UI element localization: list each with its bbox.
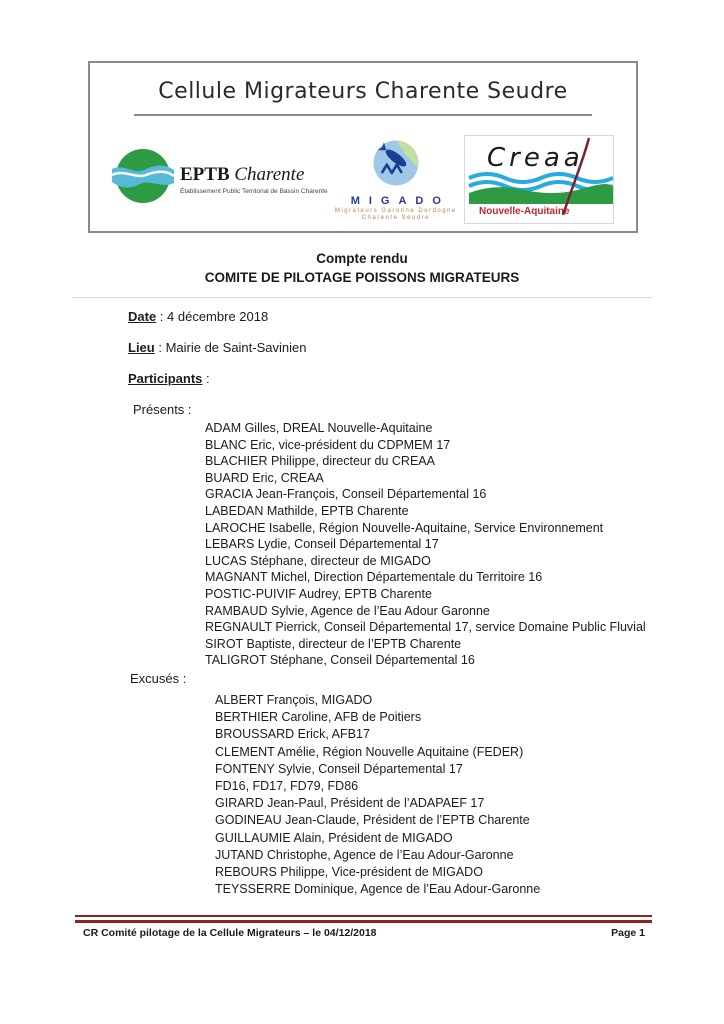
doc-title-line1: Compte rendu <box>316 251 408 266</box>
eptb-globe-icon <box>112 145 174 214</box>
date-value: : 4 décembre 2018 <box>156 309 269 324</box>
list-item: SIROT Baptiste, directeur de l’EPTB Charente <box>205 636 462 651</box>
creaa-wordmark: Creaa <box>486 143 584 173</box>
list-item: GIRARD Jean-Paul, Président de l’ADAPAEF 17 <box>215 796 485 811</box>
migado-logo <box>335 138 457 221</box>
participants-value: : <box>202 371 210 386</box>
list-item: LABEDAN Mathilde, EPTB Charente <box>205 503 409 518</box>
list-item: GUILLAUMIE Alain, Président de MIGADO <box>215 830 453 845</box>
eptb-name-bold: EPTB <box>180 164 230 185</box>
list-item: BUARD Eric, CREAA <box>205 470 324 485</box>
migado-subtitle-2: Charente Seudre <box>361 215 430 221</box>
letterhead-divider <box>134 114 592 116</box>
date-row <box>128 309 268 324</box>
migado-wordmark: MIGADO <box>350 195 450 207</box>
lieu-label: Lieu <box>128 340 155 355</box>
excuses-heading: Excusés : <box>130 671 187 686</box>
section-divider <box>72 297 652 298</box>
list-item: POSTIC-PUIVIF Audrey, EPTB Charente <box>205 586 432 601</box>
list-item: RAMBAUD Sylvie, Agence de l’Eau Adour Garonne <box>205 603 490 618</box>
eptb-subtitle: Établissement Public Territorial de Bassin Charente <box>180 188 328 195</box>
list-item: TALIGROT Stéphane, Conseil Départemental 16 <box>205 653 475 668</box>
doc-title-line2: COMITE DE PILOTAGE POISSONS MIGRATEURS <box>204 270 520 285</box>
logos-row <box>90 135 636 224</box>
list-item: FONTENY Sylvie, Conseil Départemental 17 <box>215 761 463 776</box>
list-item: BLANC Eric, vice-président du CDPMEM 17 <box>205 437 451 452</box>
list-item: LAROCHE Isabelle, Région Nouvelle-Aquitaine, Service Environnement <box>205 520 604 535</box>
participants-label: Participants <box>128 371 203 386</box>
creaa-logo <box>464 135 614 224</box>
list-item: REGNAULT Pierrick, Conseil Départemental 17, service Domaine Public Fluvial <box>205 620 646 635</box>
list-item: LEBARS Lydie, Conseil Départemental 17 <box>205 537 439 552</box>
eptb-name <box>180 164 328 186</box>
list-item: MAGNANT Michel, Direction Départementale du Territoire 16 <box>205 570 543 585</box>
list-item: FD16, FD17, FD79, FD86 <box>215 779 359 794</box>
list-item: GODINEAU Jean-Claude, Président de l’EPTB Charente <box>215 813 530 828</box>
list-item: BROUSSARD Erick, AFB17 <box>215 727 370 742</box>
page-footer <box>83 927 645 939</box>
migado-fish-icon <box>371 138 421 193</box>
list-item: JUTAND Christophe, Agence de l’Eau Adour-Garonne <box>215 847 514 862</box>
letterhead-title: Cellule Migrateurs Charente Seudre <box>158 79 568 104</box>
migado-subtitle-1: Migrateurs Garonne Dordogne <box>334 208 457 214</box>
letterhead-box <box>88 61 638 233</box>
footer-rule <box>75 915 652 923</box>
footer-left: CR Comité pilotage de la Cellule Migrateurs – le 04/12/2018 <box>83 927 377 939</box>
list-item: CLEMENT Amélie, Région Nouvelle Aquitaine (FEDER) <box>215 744 524 759</box>
list-item: BERTHIER Caroline, AFB de Poitiers <box>215 710 422 725</box>
participants-row <box>128 371 210 386</box>
eptb-text-block <box>180 164 328 195</box>
presents-list <box>205 420 646 669</box>
date-label: Date <box>128 309 157 324</box>
footer-right: Page 1 <box>611 927 645 939</box>
list-item: TEYSSERRE Dominique, Agence de l’Eau Adour-Garonne <box>215 882 541 897</box>
list-item: LUCAS Stéphane, directeur de MIGADO <box>205 553 431 568</box>
list-item: ADAM Gilles, DREAL Nouvelle-Aquitaine <box>205 421 433 435</box>
list-item: GRACIA Jean-François, Conseil Départemental 16 <box>205 487 487 502</box>
lieu-value: : Mairie de Saint-Savinien <box>154 340 307 355</box>
list-item: BLACHIER Philippe, directeur du CREAA <box>205 454 435 469</box>
list-item: ALBERT François, MIGADO <box>215 693 373 707</box>
list-item: REBOURS Philippe, Vice-président de MIGADO <box>215 865 483 880</box>
eptb-name-italic: Charente <box>234 164 305 185</box>
creaa-subtitle: Nouvelle-Aquitaine <box>478 206 570 217</box>
eptb-charente-logo <box>112 145 328 214</box>
presents-heading: Présents : <box>133 402 192 417</box>
excuses-list <box>215 692 540 898</box>
doc-title <box>0 249 724 287</box>
lieu-row <box>128 340 306 355</box>
